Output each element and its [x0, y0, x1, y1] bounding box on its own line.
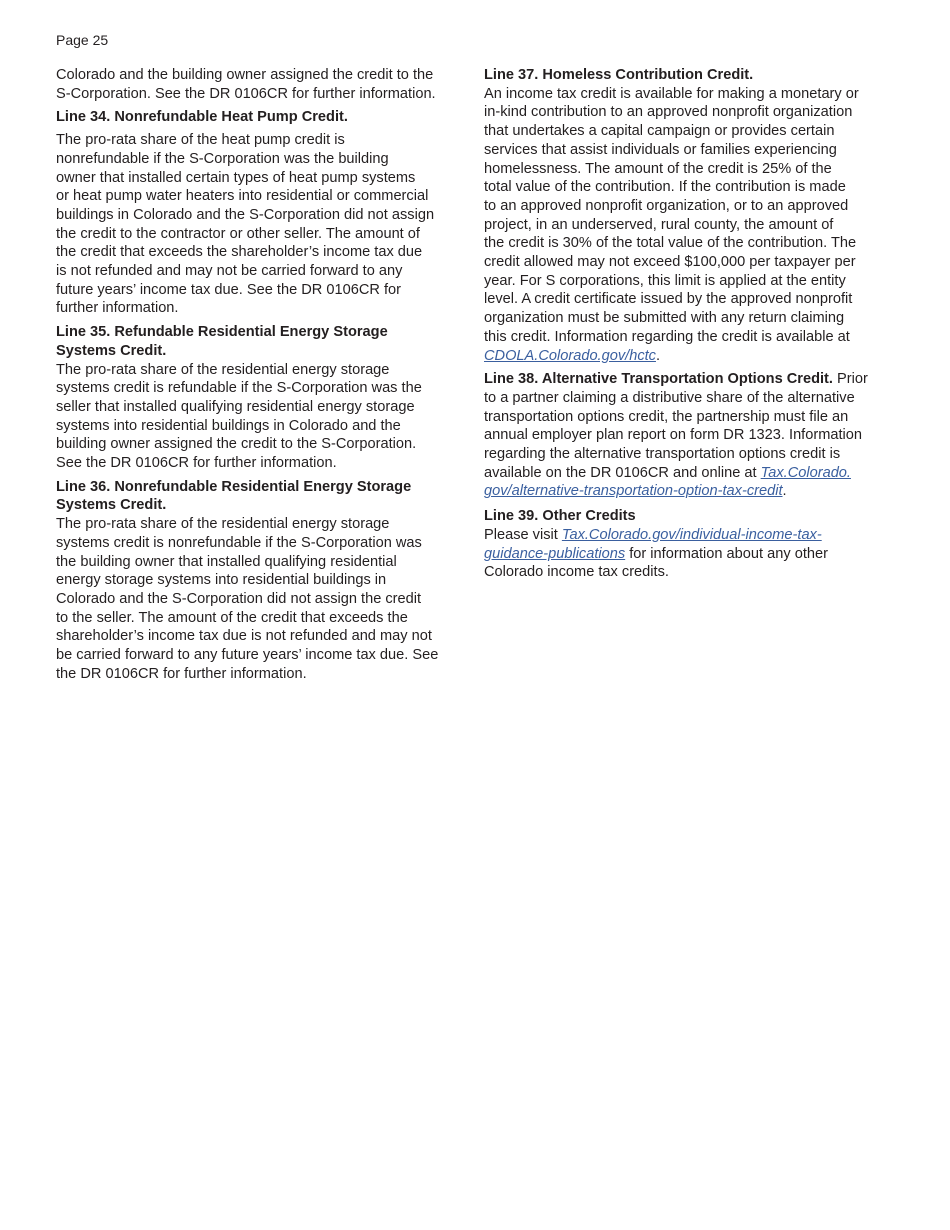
line-36-body	[56, 515, 468, 683]
text-line: the credit is 30% of the total value of the contribution. The	[484, 235, 857, 252]
text-line: Colorado income tax credits.	[484, 564, 669, 581]
section-line-36	[56, 478, 468, 684]
right-column	[484, 66, 896, 587]
heading-line: Systems Credit.	[56, 342, 167, 359]
text-line: or heat pump water heaters into residential or commercial	[56, 188, 429, 205]
text-line	[484, 545, 896, 564]
text-line: further information.	[56, 300, 179, 317]
text-line: systems credit is nonrefundable if the S-Corporation was	[56, 534, 422, 551]
line-35-body	[56, 361, 468, 473]
line-38-heading: Line 38. Alternative Transportation Options Credit.	[484, 371, 833, 388]
text-line: be carried forward to any future years’ income tax due. See	[56, 647, 439, 664]
text-line: future years’ income tax due. See the DR 0106CR for	[56, 281, 402, 298]
line-39-text: Please visit	[484, 526, 562, 543]
left-column	[56, 66, 468, 689]
line-34-heading: Line 34. Nonrefundable Heat Pump Credit.	[56, 109, 348, 126]
section-line-37	[484, 66, 896, 365]
punctuation: .	[782, 483, 787, 500]
text-line: shareholder’s income tax due is not refunded and may not	[56, 628, 432, 645]
section-line-39	[484, 507, 896, 582]
text-line: the credit to the contractor or other seller. The amount of	[56, 225, 420, 242]
line-38-first-text: Prior	[832, 371, 868, 388]
text-line: The pro-rata share of the heat pump credit is	[56, 132, 345, 149]
guidance-publications-link[interactable]: guidance-publications	[484, 545, 626, 562]
line-39-text: for information about any other	[625, 545, 828, 562]
text-line: owner that installed certain types of heat pump systems	[56, 169, 416, 186]
punctuation: .	[655, 347, 661, 364]
transportation-credit-link[interactable]: Tax.Colorado.	[760, 464, 851, 481]
text-line: year. For S corporations, this limit is applied at the entity	[484, 272, 846, 289]
line-38-last-text: available on the DR 0106CR and online at	[484, 464, 761, 481]
line-36-heading	[56, 478, 468, 515]
text-line: regarding the alternative transportation options credit is	[484, 446, 841, 463]
text-line: energy storage systems into residential buildings in	[56, 572, 387, 589]
text-line: building owner assigned the credit to the S-Corporation.	[56, 436, 417, 453]
text-line: is not refunded and may not be carried forward to any	[56, 263, 403, 280]
section-line-34	[56, 108, 468, 318]
guidance-publications-link[interactable]: Tax.Colorado.gov/individual-income-tax-	[561, 526, 822, 543]
text-line: this credit. Information regarding the credit is available at	[484, 328, 850, 345]
text-line: the DR 0106CR for further information.	[56, 665, 307, 682]
heading-line: Line 36. Nonrefundable Residential Energy Storage	[56, 478, 412, 495]
text-line: level. A credit certificate issued by the approved nonprofit	[484, 291, 853, 308]
text-line: to a partner claiming a distributive share of the alternative	[484, 389, 855, 406]
text-line: systems into residential buildings in Colorado and the	[56, 417, 401, 434]
text-line: in-kind contribution to an approved nonprofit organization	[484, 104, 853, 121]
text-line: S-Corporation. See the DR 0106CR for further information.	[56, 85, 436, 102]
text-line: to the seller. The amount of the credit that exceeds the	[56, 609, 408, 626]
text-line: to an approved nonprofit organization, or to an approved	[484, 197, 849, 214]
text-line	[484, 464, 896, 483]
text-line: homelessness. The amount of the credit is 25% of the	[484, 160, 832, 177]
heading-line: Systems Credit.	[56, 497, 167, 514]
text-line: See the DR 0106CR for further information.	[56, 455, 337, 472]
text-line: organization must be submitted with any return claiming	[484, 310, 845, 327]
text-line: nonrefundable if the S-Corporation was the building	[56, 150, 389, 167]
text-line	[484, 482, 896, 501]
text-line: buildings in Colorado and the S-Corporation did not assign	[56, 206, 435, 223]
text-line	[484, 526, 896, 545]
text-line: project, in an underserved, rural county, the amount of	[484, 216, 834, 233]
text-line: An income tax credit is available for making a monetary or	[484, 85, 859, 102]
cdola-hctc-link[interactable]: CDOLA.Colorado.gov/hctc	[484, 347, 656, 364]
text-line: systems credit is refundable if the S-Corporation was the	[56, 380, 422, 397]
text-line: credit allowed may not exceed $100,000 per taxpayer per	[484, 254, 856, 271]
heading-line: Line 35. Refundable Residential Energy Storage	[56, 324, 388, 341]
text-line: Colorado and the building owner assigned the credit to the	[56, 67, 434, 83]
line-35-heading	[56, 323, 468, 360]
text-line: seller that installed qualifying residential energy storage	[56, 398, 415, 415]
text-line: Colorado and the S-Corporation did not assign the credit	[56, 590, 422, 607]
text-line: the credit that exceeds the shareholder’s income tax due	[56, 244, 423, 261]
text-line: services that assist individuals or families experiencing	[484, 141, 837, 158]
section-line-35	[56, 323, 468, 473]
text-line: annual employer plan report on form DR 1323. Information	[484, 427, 863, 444]
line-37-body	[484, 85, 896, 366]
text-line	[484, 347, 896, 366]
line-39-heading: Line 39. Other Credits	[484, 508, 636, 525]
text-line: that undertakes a capital campaign or provides certain	[484, 123, 835, 140]
line-34-body	[56, 131, 468, 318]
text-line: the building owner that installed qualifying residential	[56, 553, 397, 570]
section-line-38	[484, 370, 896, 501]
text-line: transportation options credit, the partnership must file an	[484, 408, 849, 425]
text-line: The pro-rata share of the residential energy storage	[56, 516, 390, 533]
intro-paragraph	[56, 66, 468, 103]
transportation-credit-link[interactable]: gov/alternative-transportation-option-tax-credit	[484, 483, 783, 500]
page-number: Page 25	[56, 32, 109, 48]
text-line: The pro-rata share of the residential energy storage	[56, 361, 390, 378]
text-line: total value of the contribution. If the contribution is made	[484, 179, 846, 196]
line-37-heading: Line 37. Homeless Contribution Credit.	[484, 67, 754, 83]
text-line	[484, 370, 896, 389]
